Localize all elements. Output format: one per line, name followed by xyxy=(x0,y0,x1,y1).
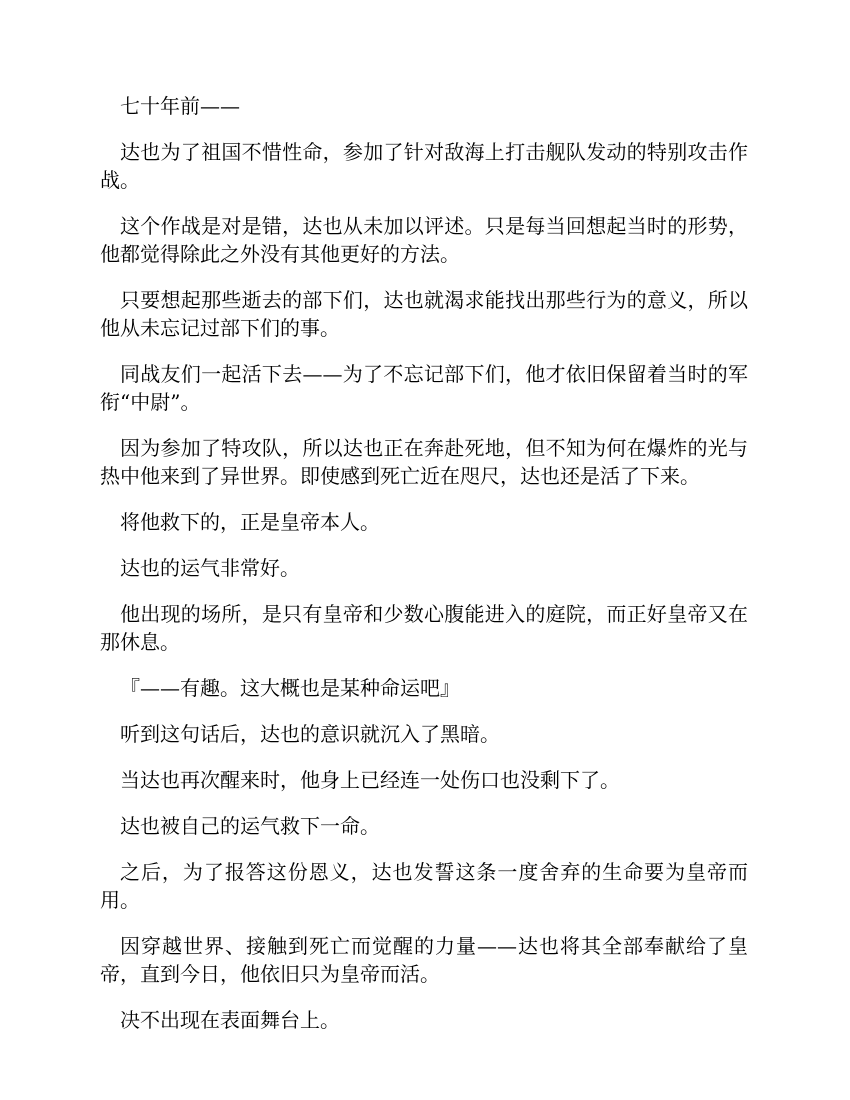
paragraph: 之后，为了报答这份恩义，达也发誓这条一度舍弃的生命要为皇帝而用。 xyxy=(100,860,748,912)
paragraph: 决不出现在表面舞台上。 xyxy=(120,1008,340,1032)
document-page xyxy=(100,92,748,1052)
paragraph: 达也被自己的运气救下一命。 xyxy=(120,814,380,838)
paragraph: 同战友们一起活下去——为了不忘记部下们，他才依旧保留着当时的军衔“中尉”。 xyxy=(100,362,748,414)
quote-paragraph: 『——有趣。这大概也是某种命运吧』 xyxy=(120,676,460,700)
paragraph: 将他救下的，正是皇帝本人。 xyxy=(120,510,380,534)
paragraph: 七十年前—— xyxy=(120,94,240,118)
paragraph: 达也为了祖国不惜性命，参加了针对敌海上打击舰队发动的特别攻击作战。 xyxy=(100,140,748,192)
paragraph: 当达也再次醒来时，他身上已经连一处伤口也没剩下了。 xyxy=(120,768,620,792)
paragraph: 只要想起那些逝去的部下们，达也就渴求能找出那些行为的意义，所以他从未忘记过部下们的事。 xyxy=(100,288,748,340)
paragraph: 因为参加了特攻队，所以达也正在奔赴死地，但不知为何在爆炸的光与热中他来到了异世界。即使感到死亡近在咫尺，达也还是活了下来。 xyxy=(100,436,748,488)
paragraph: 达也的运气非常好。 xyxy=(120,556,300,580)
paragraph: 听到这句话后，达也的意识就沉入了黑暗。 xyxy=(120,722,500,746)
paragraph: 他出现的场所，是只有皇帝和少数心腹能进入的庭院，而正好皇帝又在那休息。 xyxy=(100,602,748,654)
paragraph: 因穿越世界、接触到死亡而觉醒的力量——达也将其全部奉献给了皇帝，直到今日，他依旧只为皇帝而活。 xyxy=(100,934,748,986)
paragraph: 这个作战是对是错，达也从未加以评述。只是每当回想起当时的形势，他都觉得除此之外没有其他更好的方法。 xyxy=(100,214,748,266)
